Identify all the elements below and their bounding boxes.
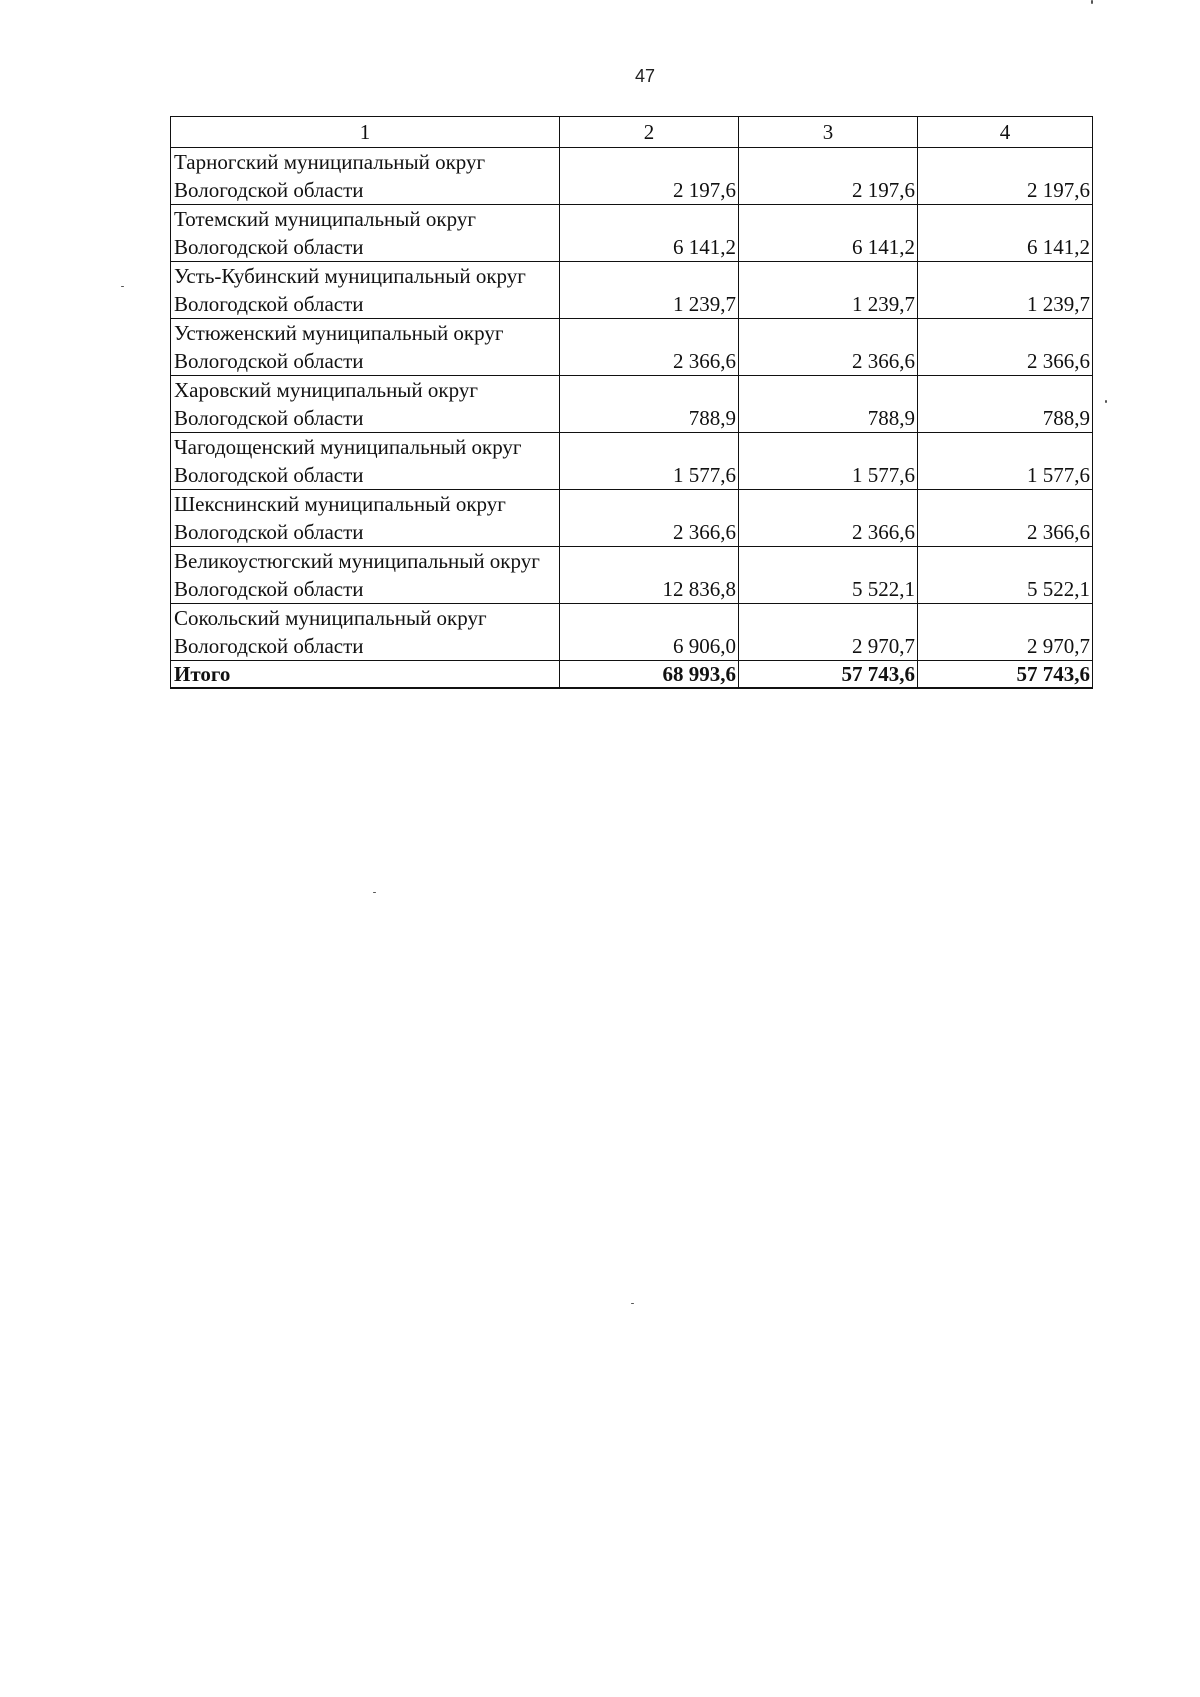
total-row (171, 661, 1093, 689)
row-value-3: 2 366,6 (739, 490, 918, 547)
row-value-3: 1 577,6 (739, 433, 918, 490)
row-value-2: 1 577,6 (560, 433, 739, 490)
table-row (171, 205, 1093, 262)
total-value-3: 57 743,6 (739, 661, 918, 689)
allocation-table-container (170, 116, 1092, 689)
scan-speck (631, 1303, 634, 1304)
row-value-2: 2 366,6 (560, 319, 739, 376)
row-value-4: 1 239,7 (918, 262, 1093, 319)
row-name: Устюженский муниципальный округ Вологодской области (171, 319, 560, 376)
row-value-4: 2 366,6 (918, 490, 1093, 547)
row-name: Шекснинский муниципальный округ Вологодской области (171, 490, 560, 547)
row-value-4: 2 366,6 (918, 319, 1093, 376)
row-name: Тотемский муниципальный округ Вологодской области (171, 205, 560, 262)
row-value-4: 1 577,6 (918, 433, 1093, 490)
row-name: Чагодощенский муниципальный округ Вологодской области (171, 433, 560, 490)
row-name: Великоустюгский муниципальный округ Вологодской области (171, 547, 560, 604)
scan-speck (373, 892, 376, 893)
row-name: Харовский муниципальный округ Вологодской области (171, 376, 560, 433)
row-value-3: 2 197,6 (739, 148, 918, 205)
table-row (171, 547, 1093, 604)
scan-speck (1105, 400, 1107, 403)
table-row (171, 376, 1093, 433)
total-label: Итого (171, 661, 560, 689)
row-value-4: 5 522,1 (918, 547, 1093, 604)
table-row (171, 319, 1093, 376)
table-row (171, 604, 1093, 661)
row-value-3: 1 239,7 (739, 262, 918, 319)
row-name: Сокольский муниципальный округ Вологодской области (171, 604, 560, 661)
row-value-3: 788,9 (739, 376, 918, 433)
row-value-2: 2 197,6 (560, 148, 739, 205)
column-header-1: 1 (171, 117, 560, 148)
row-value-2: 2 366,6 (560, 490, 739, 547)
total-value-2: 68 993,6 (560, 661, 739, 689)
row-value-3: 2 366,6 (739, 319, 918, 376)
column-header-4: 4 (918, 117, 1093, 148)
scan-speck (1091, 0, 1093, 4)
row-value-4: 2 970,7 (918, 604, 1093, 661)
row-value-2: 12 836,8 (560, 547, 739, 604)
page-number: 47 (634, 66, 656, 86)
row-value-3: 2 970,7 (739, 604, 918, 661)
column-header-3: 3 (739, 117, 918, 148)
table-row (171, 433, 1093, 490)
row-name: Усть-Кубинский муниципальный округ Вологодской области (171, 262, 560, 319)
scan-speck (121, 286, 124, 287)
row-value-2: 6 906,0 (560, 604, 739, 661)
row-value-2: 6 141,2 (560, 205, 739, 262)
table-row (171, 148, 1093, 205)
row-value-3: 6 141,2 (739, 205, 918, 262)
row-name: Тарногский муниципальный округ Вологодской области (171, 148, 560, 205)
row-value-4: 2 197,6 (918, 148, 1093, 205)
table-row (171, 490, 1093, 547)
column-header-2: 2 (560, 117, 739, 148)
table-row (171, 262, 1093, 319)
row-value-4: 788,9 (918, 376, 1093, 433)
row-value-2: 788,9 (560, 376, 739, 433)
row-value-3: 5 522,1 (739, 547, 918, 604)
row-value-4: 6 141,2 (918, 205, 1093, 262)
total-value-4: 57 743,6 (918, 661, 1093, 689)
row-value-2: 1 239,7 (560, 262, 739, 319)
allocation-table (170, 116, 1093, 689)
table-header-row (171, 117, 1093, 148)
